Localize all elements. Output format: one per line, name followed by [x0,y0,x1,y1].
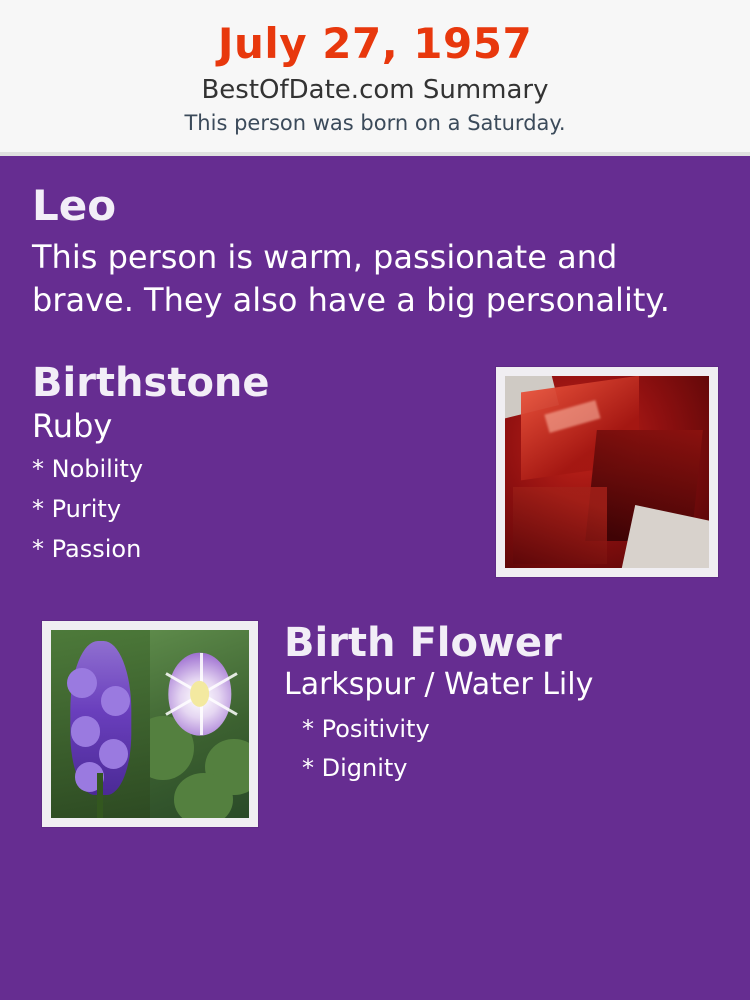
birthstone-text [32,361,462,564]
water-lily-photo-half [150,630,249,818]
larkspur-photo-half [51,630,150,818]
birth-flower-trait: * Dignity [302,753,408,782]
zodiac-description: This person is warm, passionate and brave. They also have a big personality. [32,237,670,320]
birthstone-value: Ruby [32,407,113,445]
site-summary-label: BestOfDate.com Summary [201,75,549,106]
birthstone-section [32,361,718,591]
page-title-date: July 27, 1957 [217,19,533,68]
birth-flower-title: Birth Flower [284,620,562,666]
larkspur-water-lily-photo [51,630,249,818]
birth-flower-value: Larkspur / Water Lily [284,667,594,702]
birth-flower-text [284,621,718,783]
birthstone-title: Birthstone [32,360,270,406]
header [0,0,750,156]
birthstone-trait: * Purity [32,495,122,524]
birth-flower-trait: * Positivity [302,715,430,743]
birthstone-trait: * Nobility [32,455,144,484]
birthstone-trait: * Passion [32,534,142,563]
ruby-gemstone-photo [505,376,709,568]
birth-flower-section [32,621,718,836]
zodiac-sign-name: Leo [32,180,117,230]
birth-day-statement: This person was born on a Saturday. [184,110,566,135]
birthstone-image [496,367,718,577]
details-panel [0,156,750,1000]
birth-flower-image [42,621,258,827]
